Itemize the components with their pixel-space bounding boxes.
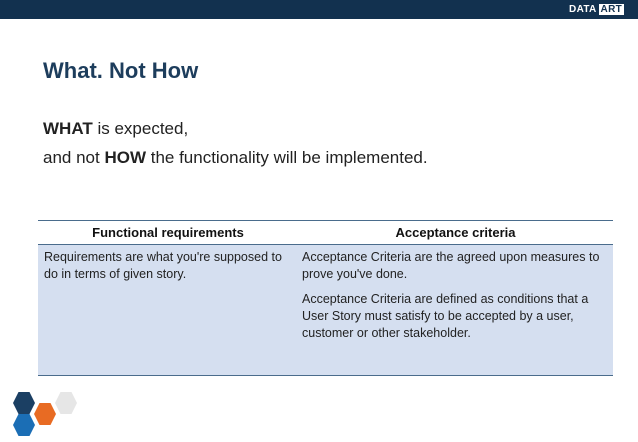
table-header bbox=[38, 221, 613, 245]
acceptance-criteria-cell bbox=[298, 245, 613, 375]
top-bar bbox=[0, 0, 638, 19]
header-functional-requirements: Functional requirements bbox=[92, 225, 244, 240]
logo-text-data: DATA bbox=[569, 4, 597, 15]
line1-text: is expected, bbox=[92, 119, 189, 138]
line2-prefix: and not bbox=[43, 148, 105, 167]
hexagon-blue-icon bbox=[13, 414, 35, 436]
slide-title: What. Not How bbox=[43, 58, 199, 83]
line2-text: the functionality will be implemented. bbox=[146, 148, 428, 167]
functional-requirements-cell: Requirements are what you're supposed to do in terms of given story. bbox=[44, 250, 282, 281]
hexagon-dark-blue-icon bbox=[13, 392, 35, 414]
requirements-table bbox=[38, 220, 613, 376]
acceptance-criteria-para-1: Acceptance Criteria are the agreed upon measures to prove you've done. bbox=[302, 250, 600, 281]
subtitle-line-1 bbox=[43, 119, 188, 139]
acceptance-criteria-para-2: Acceptance Criteria are defined as conditions that a User Story must satisfy to be accepted by a user, customer or other stakeholder. bbox=[302, 292, 589, 340]
header-acceptance-criteria: Acceptance criteria bbox=[395, 225, 516, 240]
logo-text-art: ART bbox=[600, 4, 622, 15]
what-bold: WHAT bbox=[43, 119, 93, 138]
how-bold: HOW bbox=[104, 148, 146, 167]
hexagon-light-gray-icon bbox=[55, 392, 77, 414]
table-row bbox=[38, 245, 613, 375]
dataart-logo bbox=[569, 2, 624, 17]
subtitle-line-2 bbox=[43, 148, 428, 168]
hexagon-orange-icon bbox=[34, 403, 56, 425]
